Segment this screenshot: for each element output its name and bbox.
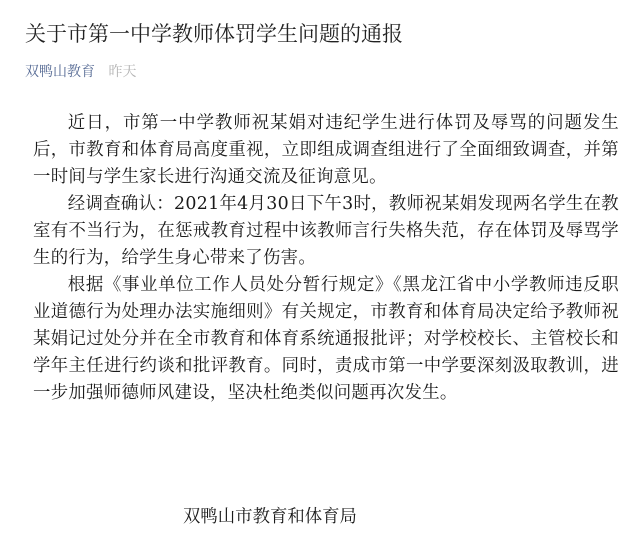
paragraph-3: 根据《事业单位工作人员处分暂行规定》《黑龙江省中小学教师违反职业道德行为处理办法实施细则》有关规定，市教育和体育局决定给予教师祝某娟记过处分并在全市教育和体育系统通报批评；对学校校长、主管校长和学年主任进行约谈和批评教育。同时，责成市第一中学要深刻汲取教训，进一步加强师德师风建设，坚决杜绝类似问题再次发生。 (33, 275, 619, 403)
paragraph-2: 经调查确认：2021年4月30日下午3时，教师祝某娟发现两名学生在教室有不当行为，在惩戒教育过程中该教师言行失格失范，存在体罚及辱骂学生的行为，给学生身心带来了伤害。 (33, 194, 619, 268)
publish-time: 昨天 (108, 64, 137, 80)
paragraph-1: 近日，市第一中学教师祝某娟对违纪学生进行体罚及辱骂的问题发生后，市教育和体育局高度重视，立即组成调查组进行了全面细致调查，并第一时间与学生家长进行沟通交流及征询意见。 (33, 113, 619, 187)
article-title: 关于市第一中学教师体罚学生问题的通报 (25, 22, 403, 46)
signature: 双鸭山市教育和体育局 (183, 507, 357, 527)
author-link[interactable]: 双鸭山教育 (25, 64, 95, 80)
article-body (33, 110, 619, 407)
article-meta (25, 62, 136, 82)
